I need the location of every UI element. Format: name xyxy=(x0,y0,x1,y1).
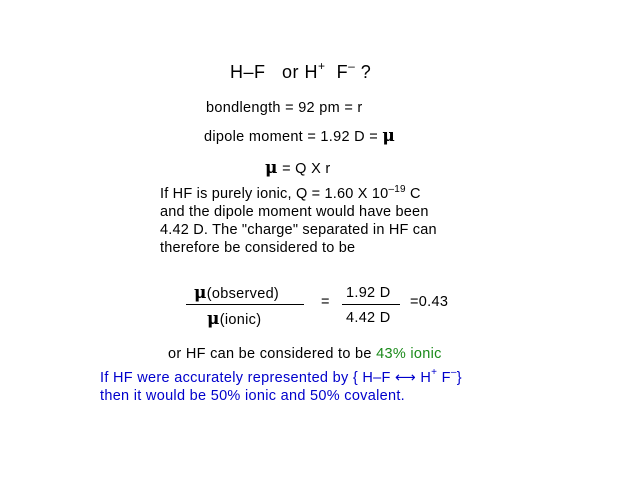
note-line-1 xyxy=(100,367,462,386)
dipole-text: dipole moment = 1.92 D = xyxy=(204,129,383,145)
paragraph-line-3: 4.42 D. The "charge" separated in HF can xyxy=(160,222,437,238)
conclusion-line xyxy=(168,346,442,362)
fraction-right-denominator: 4.42 D xyxy=(346,310,391,326)
fraction-left-denominator xyxy=(207,309,261,329)
note-line-2: then it would be 50% ionic and 50% covalent. xyxy=(100,388,406,404)
dipole-line xyxy=(204,126,395,146)
fraction-right-bar xyxy=(342,304,400,305)
slide-title xyxy=(230,59,372,83)
mu-symbol: μ xyxy=(207,309,220,329)
observed-label: (observed) xyxy=(206,286,280,302)
note-plus: + xyxy=(431,367,438,378)
fraction-right-numerator: 1.92 D xyxy=(346,285,391,301)
title-f: F xyxy=(336,62,349,82)
mu-symbol: μ xyxy=(194,283,207,303)
fraction-left-bar xyxy=(186,304,304,305)
note-line-1-text: If HF were accurately represented by { H–F xyxy=(100,370,395,386)
equals-sign: = xyxy=(321,294,330,310)
title-hf: H–F xyxy=(230,62,266,82)
paragraph-line-2: and the dipole moment would have been xyxy=(160,204,429,220)
fraction-left-numerator xyxy=(194,283,279,303)
note-brace: } xyxy=(456,370,462,386)
note-minus: – xyxy=(450,367,457,378)
bondlength-line: bondlength = 92 pm = r xyxy=(206,100,363,116)
formula-line xyxy=(265,158,331,178)
title-minus: – xyxy=(348,59,356,73)
note-f: F xyxy=(437,370,451,386)
formula-text: = Q X r xyxy=(277,161,331,177)
conclusion-prefix: or HF can be considered to be xyxy=(168,346,377,362)
paragraph-line-4: therefore be considered to be xyxy=(160,240,356,256)
double-arrow-icon: ⟷ xyxy=(394,370,417,386)
mu-symbol: μ xyxy=(265,158,278,178)
title-question: ? xyxy=(360,62,372,82)
ionic-label: (ionic) xyxy=(219,312,262,328)
title-plus: + xyxy=(318,59,326,73)
exponent: –19 xyxy=(388,184,406,195)
note-h: H xyxy=(416,370,432,386)
paragraph-line-1 xyxy=(160,185,437,203)
mu-symbol: μ xyxy=(382,126,396,146)
unit-c: C xyxy=(405,186,421,202)
fraction-result: =0.43 xyxy=(410,294,449,310)
paragraph-line-1-text: If HF is purely ionic, Q = 1.60 X 10 xyxy=(160,186,389,202)
explanation-paragraph xyxy=(160,185,437,257)
title-or-h: or H xyxy=(282,62,319,82)
ionic-percent-highlight: 43% ionic xyxy=(376,346,442,362)
